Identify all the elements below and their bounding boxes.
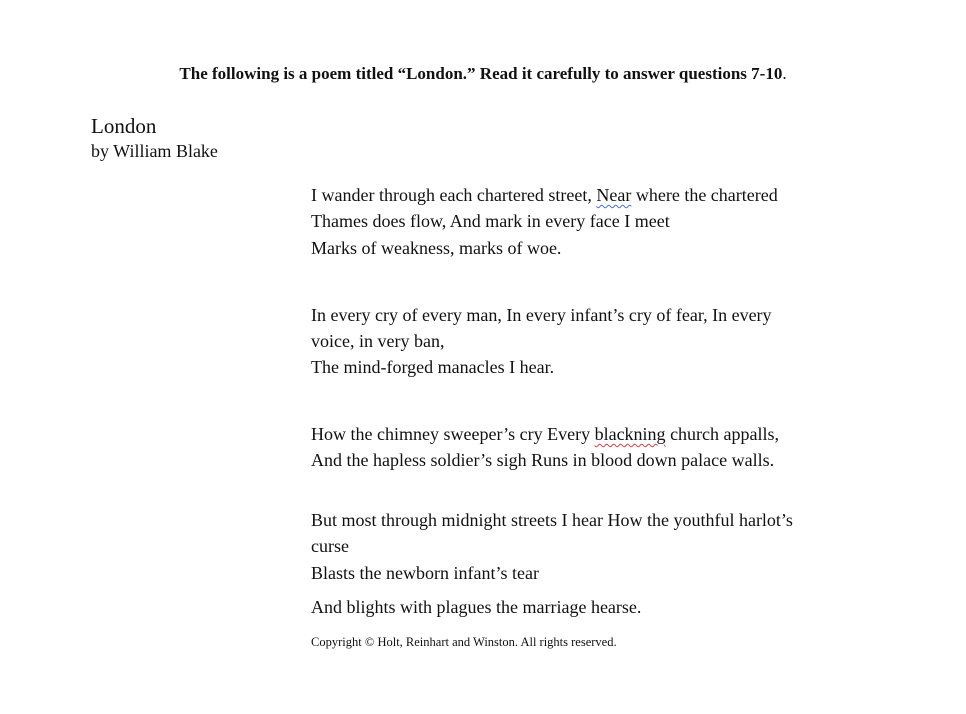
stanza-2-line-3: The mind-forged manacles I hear. xyxy=(311,357,555,377)
stanza-4-line-3: Blasts the newborn infant’s tear xyxy=(311,563,539,583)
instruction-heading xyxy=(0,64,966,84)
copyright-notice: Copyright © Holt, Reinhart and Winston. All rights reserved. xyxy=(311,635,617,649)
stanza-4-line-4: And blights with plagues the marriage hearse. xyxy=(311,597,642,617)
poem-title: London xyxy=(91,114,157,138)
stanza-2-line-2: voice, in very ban, xyxy=(311,331,445,351)
stanza-3-line-2: And the hapless soldier’s sigh Runs in blood down palace walls. xyxy=(311,450,775,470)
grammar-flagged-word[interactable]: Near xyxy=(596,185,632,205)
stanza-3-line-1-end: church appalls, xyxy=(665,424,780,444)
stanza-1-line-1 xyxy=(311,185,778,206)
poem-byline: by William Blake xyxy=(91,141,218,161)
misspelled-word[interactable]: blackning xyxy=(594,424,666,444)
stanza-1-line-1-end: where the chartered xyxy=(631,185,778,205)
stanza-3-line-1 xyxy=(311,424,779,445)
stanza-1-line-2: Thames does flow, And mark in every face I meet xyxy=(311,211,670,231)
stanza-4-line-2: curse xyxy=(311,536,349,556)
stanza-4-line-1: But most through midnight streets I hear How the youthful harlot’s xyxy=(311,510,793,530)
stanza-3-line-1-start: How the chimney sweeper’s cry Every xyxy=(311,424,595,444)
instruction-text: The following is a poem titled “London.” Read it carefully to answer questions 7-10 xyxy=(179,64,783,83)
stanza-1-line-3: Marks of weakness, marks of woe. xyxy=(311,238,562,258)
stanza-1-line-1-start: I wander through each chartered street, xyxy=(311,185,597,205)
stanza-2-line-1: In every cry of every man, In every infant’s cry of fear, In every xyxy=(311,305,772,325)
instruction-period: . xyxy=(782,64,787,83)
